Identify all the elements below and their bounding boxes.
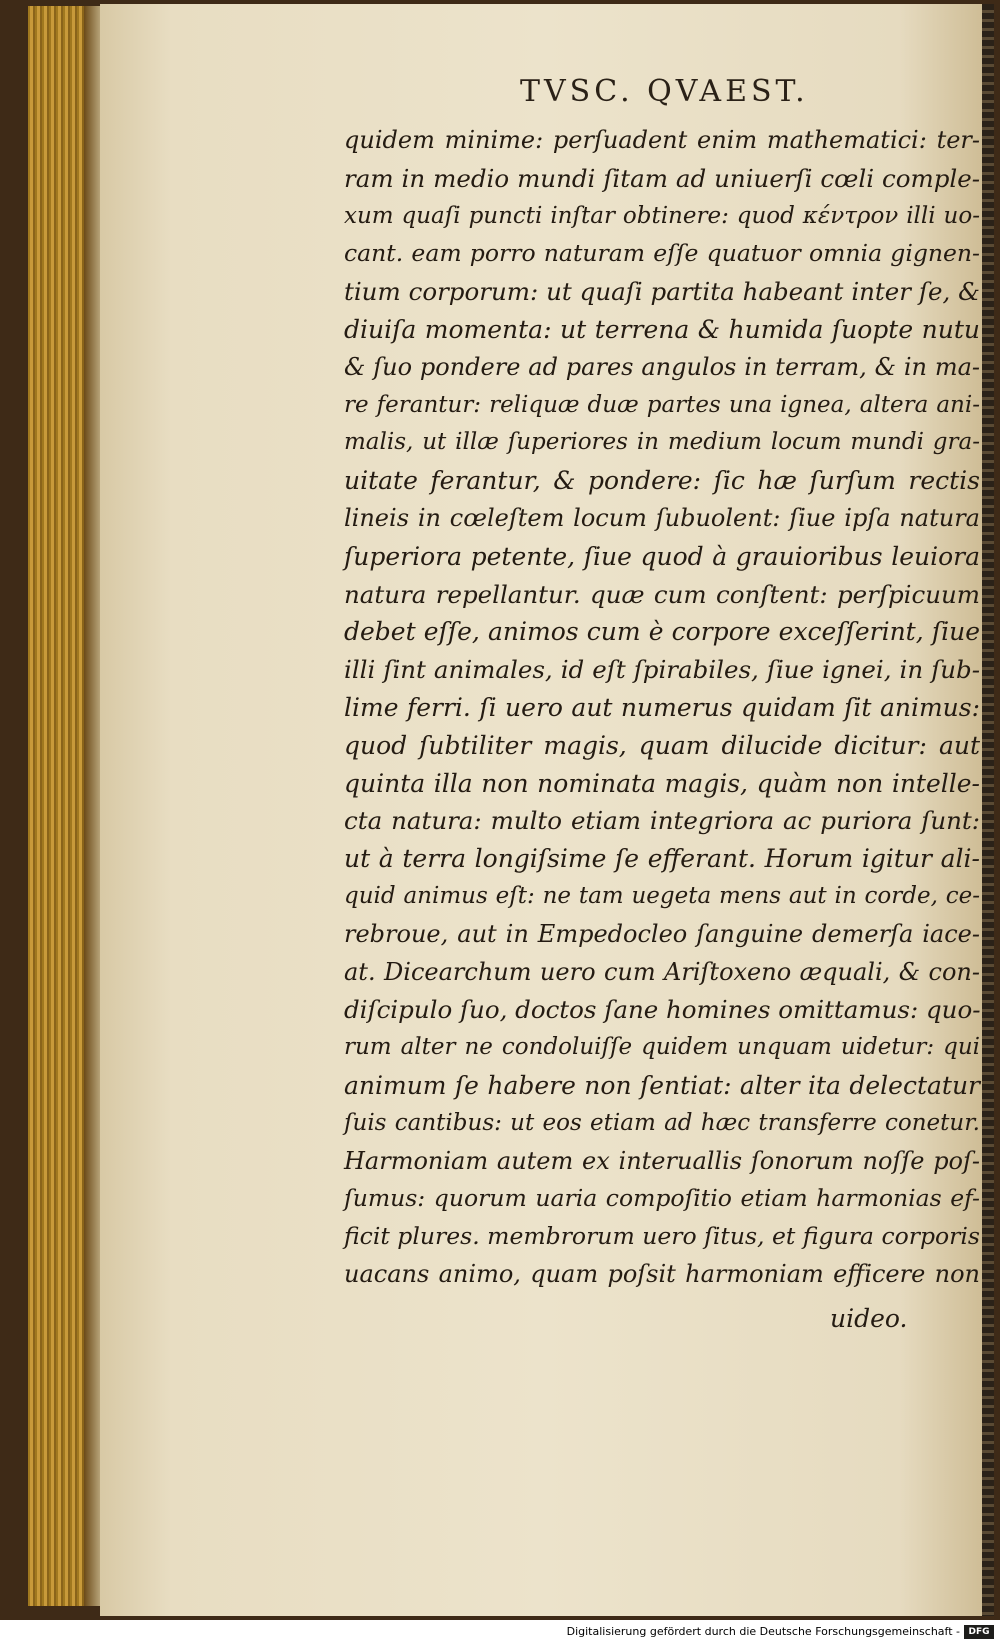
dfg-logo: DFG (964, 1625, 994, 1639)
footer-bar (0, 1620, 1000, 1646)
text-line: lineis in cœleſtem locum ſubuolent: ſiue ipſa natura (344, 503, 980, 532)
text-line: diſcipulo ſuo, doctos ſane homines omittamus: quo- (344, 995, 981, 1025)
text-line: debet eſſe, animos cum è corpore exceſſerint, ſiue (344, 617, 980, 647)
catchword: uideo. (830, 1304, 908, 1333)
text-line: xum quaſi puncti inſtar obtinere: quod κέντρον illi uo- (344, 202, 980, 229)
text-line: ficit plures. membrorum uero ſitus, et figura corporis (344, 1222, 980, 1251)
text-line: & ſuo pondere ad pares angulos in terram, & in ma- (344, 352, 980, 381)
text-line: tium corporum: ut quaſi partita habeant inter ſe, & (344, 277, 980, 307)
text-line: at. Dicearchum uero cum Ariſtoxeno æquali, & con- (344, 957, 980, 986)
text-line: quid animus eſt: ne tam uegeta mens aut in corde, ce- (344, 882, 980, 909)
text-line: illi ſint animales, id eſt ſpirabiles, ſiue ignei, in ſub- (344, 655, 980, 685)
text-line: ſuis cantibus: ut eos etiam ad hæc transferre conetur. (344, 1109, 980, 1136)
running-head: TVSC. QVAEST. (520, 74, 809, 109)
text-line: lime ferri. ſi uero aut numerus quidam ſit animus: (344, 692, 980, 722)
text-line: ſumus: quorum uaria compoſitio etiam harmonias ef- (344, 1184, 980, 1213)
text-line: uitate ferantur, & pondere: ſic hæ ſurſum rectis (344, 466, 980, 496)
text-line: quod ſubtiliter magis, quam dilucide dicitur: aut (344, 730, 980, 760)
text-line: cant. eam porro naturam eſſe quatuor omnia gignen- (344, 239, 980, 268)
text-line: diuiſa momenta: ut terrena & humida ſuopte nutu (344, 314, 980, 344)
text-line: ſuperiora petente, ſiue quod à grauioribus leuiora (344, 541, 980, 571)
book-fore-edge (28, 6, 86, 1606)
text-line: re ferantur: reliquæ duæ partes una ignea, altera ani- (344, 391, 980, 418)
text-line: rum alter ne condoluiſſe quidem unquam uidetur: qui (344, 1034, 980, 1061)
text-line: ut à terra longiſsime ſe efferant. Horum igitur ali- (344, 844, 980, 874)
text-line: cta natura: multo etiam integriora ac puriora ſunt: (344, 806, 980, 836)
text-line: quidem minime: perſuadent enim mathematici: ter- (344, 126, 980, 154)
page-right-edge (982, 4, 994, 1616)
text-line: Harmoniam autem ex interuallis ſonorum noſſe poſ- (344, 1146, 980, 1175)
text-line: malis, ut illæ ſuperiores in medium locum mundi gra- (344, 429, 980, 456)
text-line: animum ſe habere non ſentiat: alter ita delectatur (344, 1070, 980, 1100)
text-block (344, 122, 980, 1294)
text-line: ram in medio mundi ſitam ad uniuerſi cœli comple- (344, 163, 980, 193)
text-line: uacans animo, quam poſsit harmoniam efficere non (344, 1259, 980, 1288)
text-line: quinta illa non nominata magis, quàm non intelle- (344, 768, 980, 798)
dfg-credit: Digitalisierung gefördert durch die Deutsche Forschungsgemeinschaft - (566, 1625, 960, 1638)
text-line: rebroue, aut in Empedocleo ſanguine demerſa iace- (344, 919, 980, 948)
text-line: natura repellantur. quæ cum conſtent: perſpicuum (344, 579, 980, 609)
